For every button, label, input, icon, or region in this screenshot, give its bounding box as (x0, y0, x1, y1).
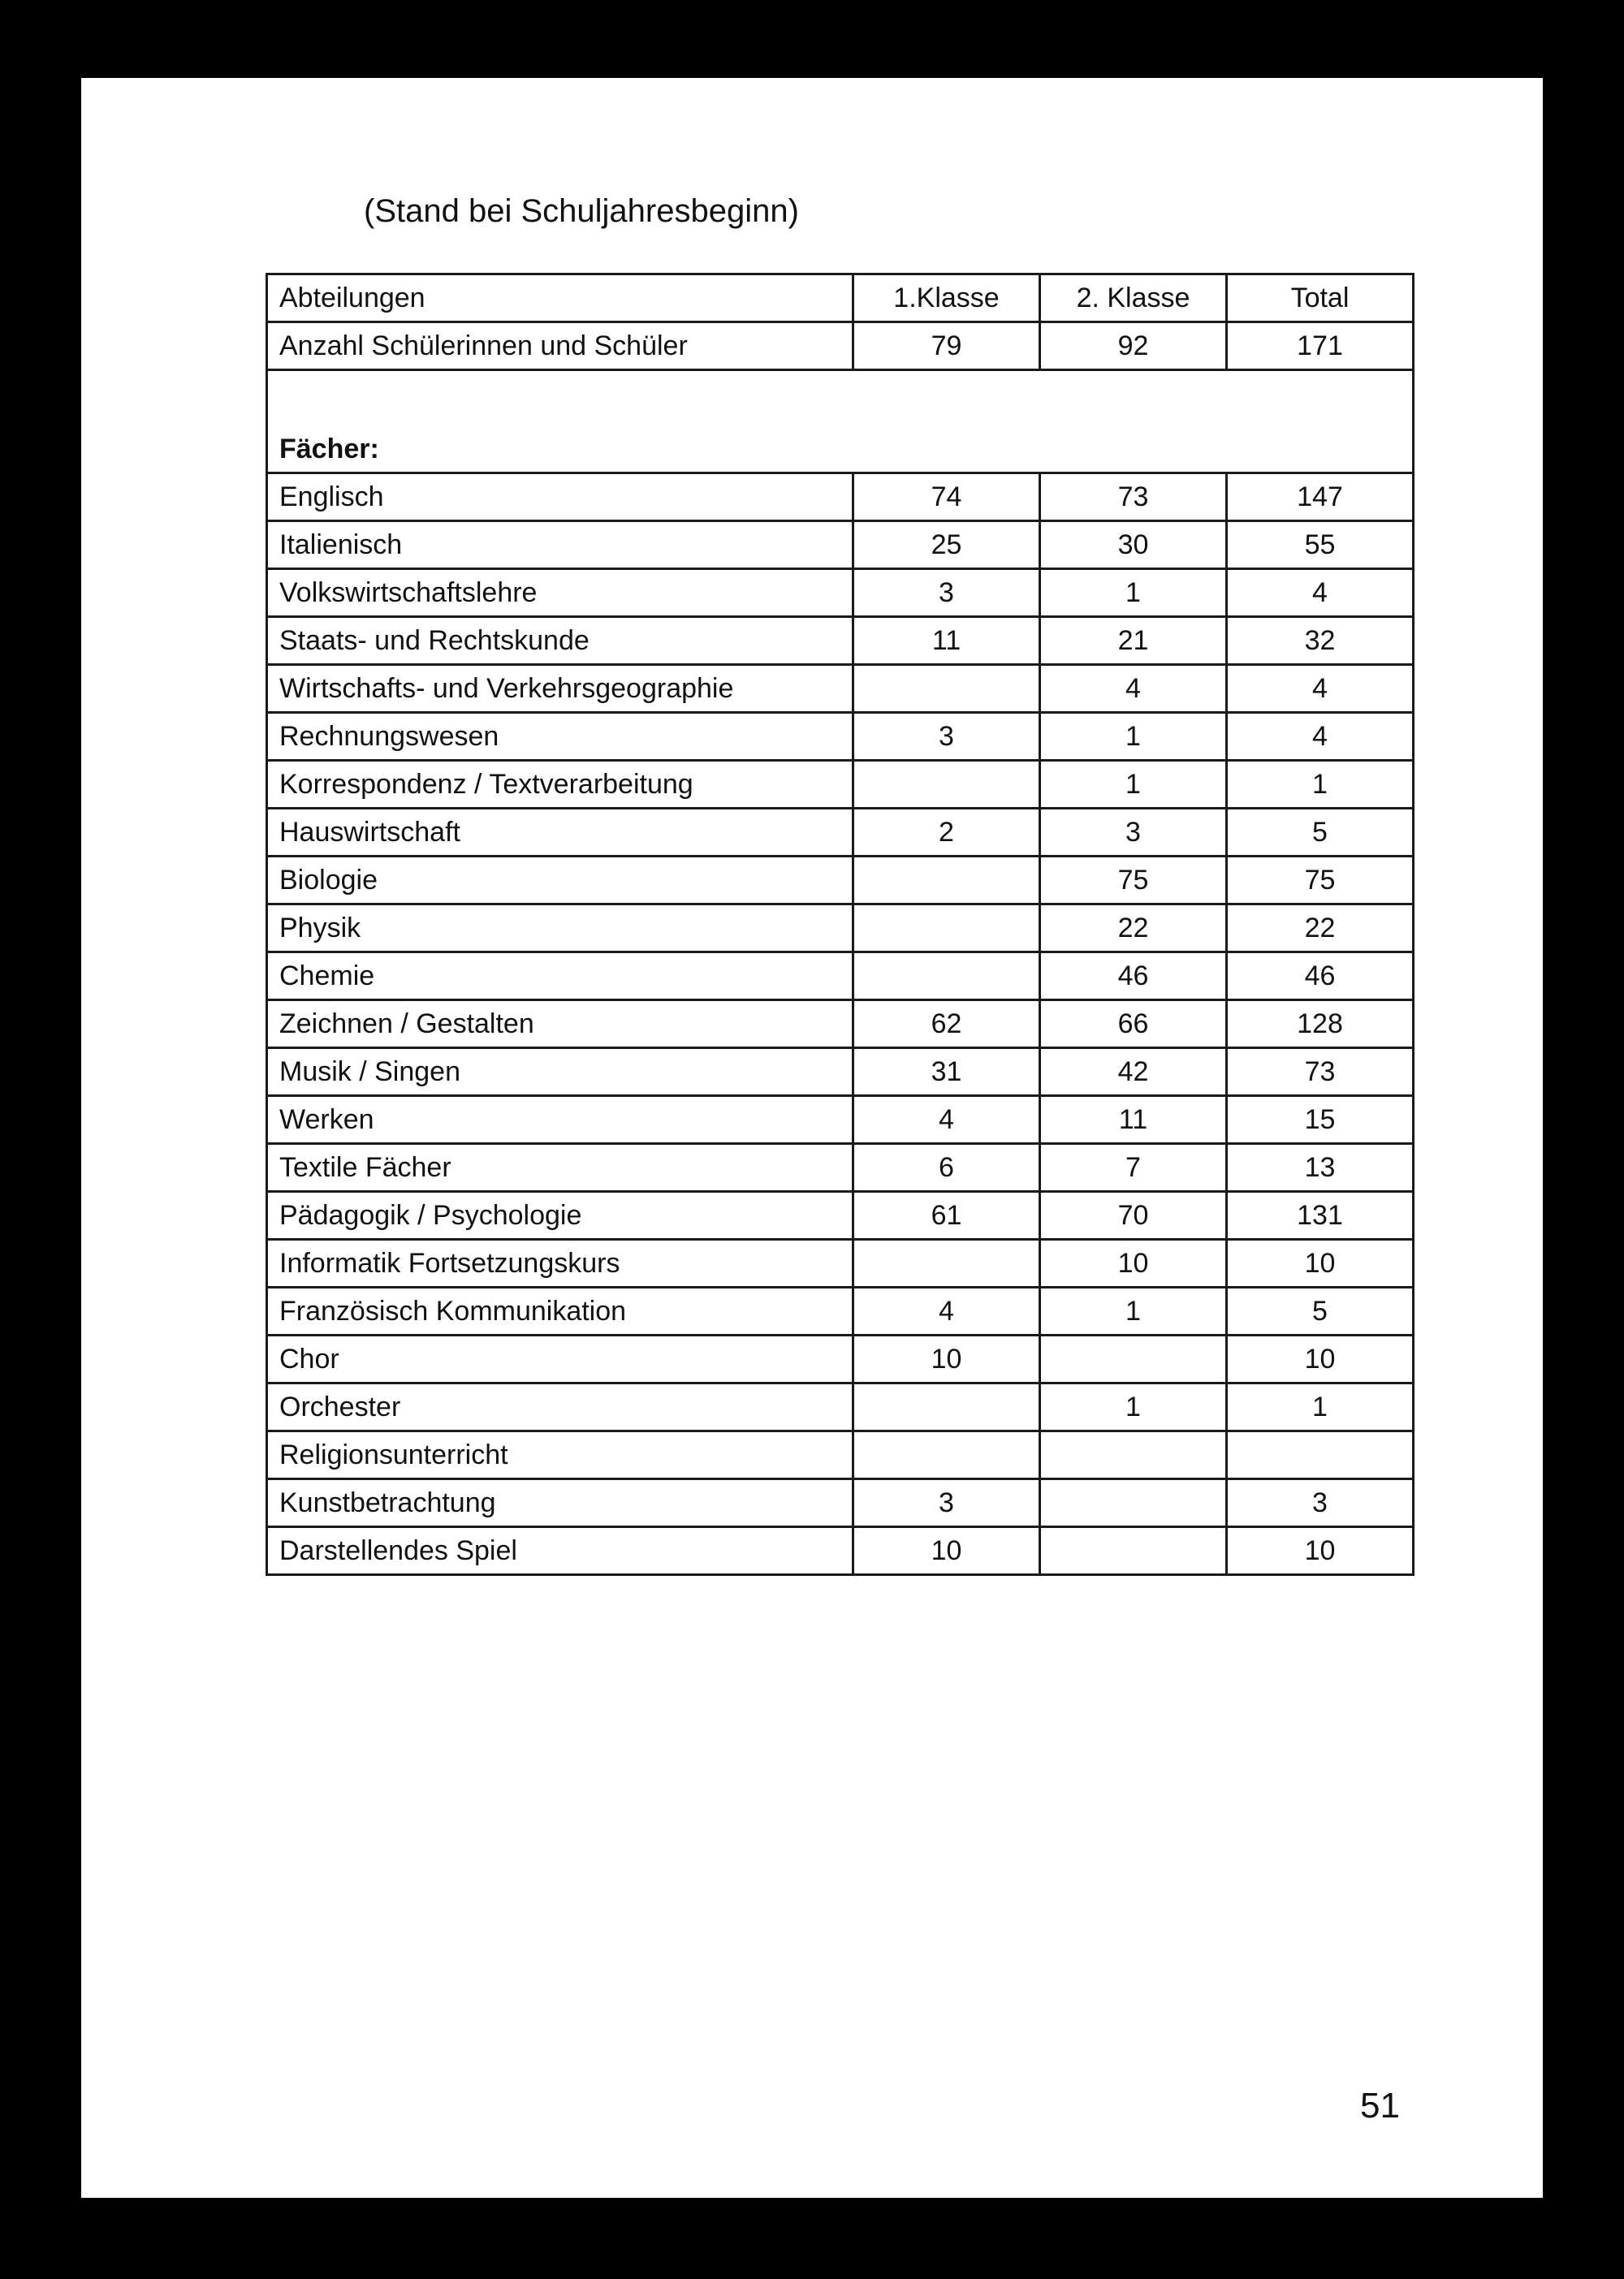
klasse-1-value: 74 (853, 473, 1040, 521)
table-row (267, 1096, 1414, 1144)
subject-label: Chemie (267, 952, 853, 1000)
total-value: 128 (1227, 1000, 1414, 1048)
total-value (1227, 1431, 1414, 1479)
subject-label: Hauswirtschaft (267, 809, 853, 857)
subject-label: Korrespondenz / Textverarbeitung (267, 761, 853, 809)
table-row (267, 1527, 1414, 1575)
table-row (267, 1288, 1414, 1336)
students-total: 171 (1227, 322, 1414, 370)
klasse-1-value: 2 (853, 809, 1040, 857)
klasse-2-value: 10 (1040, 1240, 1227, 1288)
subject-label: Wirtschafts- und Verkehrsgeographie (267, 665, 853, 713)
subject-label: Darstellendes Spiel (267, 1527, 853, 1575)
subtitle: (Stand bei Schuljahresbeginn) (364, 193, 799, 229)
header-total: Total (1227, 274, 1414, 322)
total-value: 73 (1227, 1048, 1414, 1096)
header-abteilungen: Abteilungen (267, 274, 853, 322)
total-value: 22 (1227, 904, 1414, 952)
table-row (267, 1000, 1414, 1048)
table-row (267, 1240, 1414, 1288)
klasse-2-value: 46 (1040, 952, 1227, 1000)
subjects-table (266, 273, 1415, 1576)
klasse-1-value: 31 (853, 1048, 1040, 1096)
klasse-1-value: 10 (853, 1527, 1040, 1575)
klasse-1-value: 3 (853, 569, 1040, 617)
table-row (267, 473, 1414, 521)
subject-label: Italienisch (267, 521, 853, 569)
total-value: 15 (1227, 1096, 1414, 1144)
table-row (267, 1383, 1414, 1431)
klasse-2-value (1040, 1336, 1227, 1383)
klasse-2-value: 7 (1040, 1144, 1227, 1192)
klasse-2-value: 4 (1040, 665, 1227, 713)
subject-label: Textile Fächer (267, 1144, 853, 1192)
total-value: 46 (1227, 952, 1414, 1000)
subject-label: Staats- und Rechtskunde (267, 617, 853, 665)
total-value: 4 (1227, 665, 1414, 713)
section-label: Fächer: (267, 370, 1414, 473)
klasse-2-value (1040, 1479, 1227, 1527)
subject-label: Religionsunterricht (267, 1431, 853, 1479)
total-value: 1 (1227, 761, 1414, 809)
table-row (267, 569, 1414, 617)
total-value: 147 (1227, 473, 1414, 521)
klasse-1-value (853, 857, 1040, 904)
klasse-2-value: 42 (1040, 1048, 1227, 1096)
klasse-2-value: 1 (1040, 713, 1227, 761)
klasse-2-value: 75 (1040, 857, 1227, 904)
header-row (267, 274, 1414, 322)
total-value: 4 (1227, 713, 1414, 761)
klasse-2-value: 3 (1040, 809, 1227, 857)
students-label: Anzahl Schülerinnen und Schüler (267, 322, 853, 370)
students-klasse-1: 79 (853, 322, 1040, 370)
subject-label: Zeichnen / Gestalten (267, 1000, 853, 1048)
total-value: 131 (1227, 1192, 1414, 1240)
table-row (267, 1144, 1414, 1192)
klasse-2-value: 1 (1040, 1383, 1227, 1431)
klasse-2-value: 1 (1040, 569, 1227, 617)
table-row (267, 1336, 1414, 1383)
klasse-2-value: 1 (1040, 761, 1227, 809)
document-page (81, 78, 1543, 2198)
table-row (267, 521, 1414, 569)
klasse-1-value: 4 (853, 1096, 1040, 1144)
table-row (267, 761, 1414, 809)
total-value: 5 (1227, 1288, 1414, 1336)
klasse-1-value: 25 (853, 521, 1040, 569)
klasse-1-value: 10 (853, 1336, 1040, 1383)
table-row (267, 1192, 1414, 1240)
total-value: 1 (1227, 1383, 1414, 1431)
klasse-1-value (853, 952, 1040, 1000)
klasse-1-value (853, 665, 1040, 713)
students-klasse-2: 92 (1040, 322, 1227, 370)
klasse-2-value (1040, 1431, 1227, 1479)
klasse-2-value: 66 (1040, 1000, 1227, 1048)
table-row (267, 1048, 1414, 1096)
klasse-1-value (853, 1240, 1040, 1288)
subject-label: Pädagogik / Psychologie (267, 1192, 853, 1240)
total-value: 55 (1227, 521, 1414, 569)
table-row (267, 1479, 1414, 1527)
header-klasse-2: 2. Klasse (1040, 274, 1227, 322)
klasse-1-value: 4 (853, 1288, 1040, 1336)
subject-label: Rechnungswesen (267, 713, 853, 761)
klasse-2-value: 1 (1040, 1288, 1227, 1336)
klasse-1-value (853, 1383, 1040, 1431)
klasse-1-value: 62 (853, 1000, 1040, 1048)
table-row (267, 952, 1414, 1000)
total-value: 10 (1227, 1240, 1414, 1288)
table-row (267, 857, 1414, 904)
subject-label: Kunstbetrachtung (267, 1479, 853, 1527)
table-row (267, 1431, 1414, 1479)
subject-label: Werken (267, 1096, 853, 1144)
total-value: 32 (1227, 617, 1414, 665)
table-row (267, 713, 1414, 761)
subject-label: Volkswirtschaftslehre (267, 569, 853, 617)
total-value: 4 (1227, 569, 1414, 617)
total-value: 10 (1227, 1336, 1414, 1383)
klasse-1-value: 11 (853, 617, 1040, 665)
header-klasse-1: 1.Klasse (853, 274, 1040, 322)
subject-label: Orchester (267, 1383, 853, 1431)
table-row (267, 665, 1414, 713)
subject-label: Informatik Fortsetzungskurs (267, 1240, 853, 1288)
klasse-1-value: 61 (853, 1192, 1040, 1240)
section-row (267, 370, 1414, 473)
subject-label: Französisch Kommunikation (267, 1288, 853, 1336)
total-value: 13 (1227, 1144, 1414, 1192)
students-row (267, 322, 1414, 370)
subject-label: Englisch (267, 473, 853, 521)
klasse-2-value: 11 (1040, 1096, 1227, 1144)
subject-label: Biologie (267, 857, 853, 904)
subject-label: Musik / Singen (267, 1048, 853, 1096)
klasse-2-value: 21 (1040, 617, 1227, 665)
table-row (267, 809, 1414, 857)
klasse-1-value (853, 904, 1040, 952)
klasse-2-value (1040, 1527, 1227, 1575)
klasse-1-value: 3 (853, 713, 1040, 761)
klasse-2-value: 70 (1040, 1192, 1227, 1240)
klasse-1-value: 3 (853, 1479, 1040, 1527)
klasse-2-value: 22 (1040, 904, 1227, 952)
total-value: 3 (1227, 1479, 1414, 1527)
page-number: 51 (1360, 2086, 1400, 2126)
table-row (267, 904, 1414, 952)
subject-label: Chor (267, 1336, 853, 1383)
klasse-2-value: 30 (1040, 521, 1227, 569)
total-value: 10 (1227, 1527, 1414, 1575)
table-row (267, 617, 1414, 665)
klasse-1-value (853, 1431, 1040, 1479)
klasse-2-value: 73 (1040, 473, 1227, 521)
klasse-1-value: 6 (853, 1144, 1040, 1192)
subject-label: Physik (267, 904, 853, 952)
total-value: 75 (1227, 857, 1414, 904)
klasse-1-value (853, 761, 1040, 809)
total-value: 5 (1227, 809, 1414, 857)
